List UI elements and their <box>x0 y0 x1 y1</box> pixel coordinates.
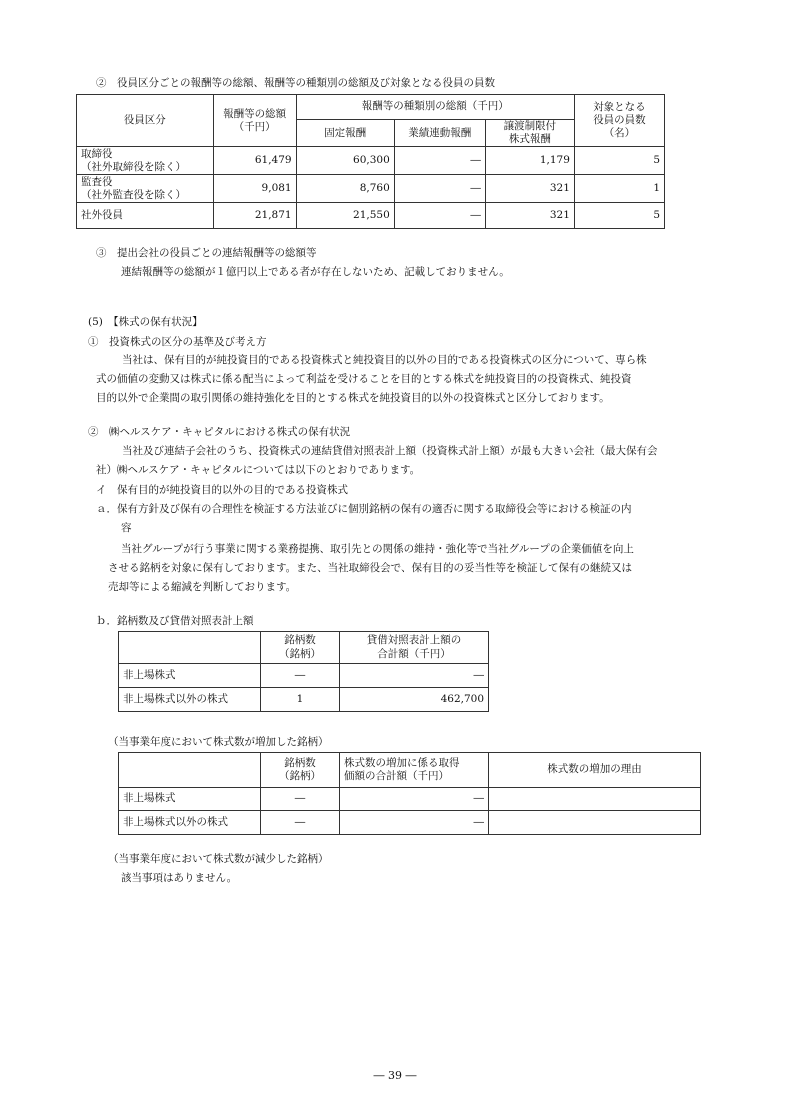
compensation-table <box>76 94 665 229</box>
consolidated-compensation-text: 連結報酬等の総額が１億円以上である者が存在しないため、記載しておりません。 <box>121 266 510 278</box>
header-performance: 業績連動報酬 <box>394 120 485 147</box>
increase-table <box>118 752 701 835</box>
item-heading-holdings-count: ｂ．銘柄数及び貸借対照表計上額 <box>96 615 254 627</box>
section-heading-shareholding: (5) 【株式の保有状況】 <box>88 316 203 328</box>
page-number: ― 39 ― <box>373 1069 417 1082</box>
header-count: 対象となる 役員の員数 （名） <box>574 95 664 147</box>
table-row: 非上場株式 ― ― <box>119 788 701 811</box>
table-row: 取締役 （社外取締役を除く） 61,479 60,300 ― 1,179 5 <box>77 147 665 175</box>
paragraph-line: 売却等による縮減を判断しております。 <box>108 581 297 593</box>
header-acquisition-cost: 株式数の増加に係る取得 価額の合計額（千円） <box>340 753 489 788</box>
table-row: 非上場株式以外の株式 ― ― <box>119 811 701 835</box>
header-category: 役員区分 <box>77 95 214 147</box>
header-total: 報酬等の総額 （千円） <box>213 95 296 147</box>
header-reason: 株式数の増加の理由 <box>489 753 701 788</box>
paragraph-line: 当社グループが行う事業に関する業務提携、取引先との関係の維持・強化等で当社グループの企業価値を向上 <box>121 543 634 555</box>
header-by-type: 報酬等の種類別の総額（千円） <box>296 95 574 120</box>
item-heading-policy-line: 容 <box>121 522 132 534</box>
item-heading-non-pure-investment: イ 保有目的が純投資目的以外の目的である投資株式 <box>96 484 348 496</box>
paragraph-line: 社）㈱ヘルスケア・キャピタルについては以下のとおりであります。 <box>96 464 421 476</box>
paragraph-line: 目的以外で企業間の取引関係の維持強化を目的とする株式を純投資目的以外の投資株式と区分しております。 <box>96 392 610 404</box>
header-amount: 貸借対照表計上額の 合計額（千円） <box>340 632 489 664</box>
table-row: 監査役 （社外監査役を除く） 9,081 8,760 ― 321 1 <box>77 175 665 203</box>
item-heading-policy-line: ａ．保有方針及び保有の合理性を検証する方法並びに個別銘柄の保有の適否に関する取締役会等における検証の内 <box>96 503 632 515</box>
header-fixed: 固定報酬 <box>296 120 394 147</box>
subsection-heading-healthcare-capital: ② ㈱ヘルスケア・キャピタルにおける株式の保有状況 <box>88 426 351 438</box>
table-row: 非上場株式 ― ― <box>119 664 489 688</box>
header-count: 銘柄数 （銘柄） <box>261 753 340 788</box>
paragraph-line: 当社及び連結子会社のうち、投資株式の連結貸借対照表計上額（投資株式計上額）が最も大きい会社（最大保有会 <box>122 445 658 457</box>
decrease-heading: （当事業年度において株式数が減少した銘柄） <box>108 853 329 865</box>
table-row: 非上場株式以外の株式 1 462,700 <box>119 688 489 712</box>
header-count: 銘柄数 （銘柄） <box>261 632 340 664</box>
paragraph-line: させる銘柄を対象に保有しております。また、当社取締役会で、保有目的の妥当性等を検証して保有の継続又は <box>108 562 632 574</box>
increase-heading: （当事業年度において株式数が増加した銘柄） <box>108 736 329 748</box>
section-heading-executive-compensation: ② 役員区分ごとの報酬等の総額、報酬等の種類別の総額及び対象となる役員の員数 <box>96 77 495 89</box>
header-stock: 譲渡制限付 株式報酬 <box>485 120 574 147</box>
paragraph-line: 当社は、保有目的が純投資目的である投資株式と純投資目的以外の目的である投資株式の区分について、専ら株 <box>122 354 647 366</box>
decrease-text: 該当事項はありません。 <box>121 872 238 884</box>
paragraph-line: 式の価値の変動又は株式に係る配当によって利益を受けることを目的とする株式を純投資目的の投資株式、純投資 <box>96 373 632 385</box>
table-row: 社外役員 21,871 21,550 ― 321 5 <box>77 203 665 229</box>
section-heading-consolidated-compensation: ③ 提出会社の役員ごとの連結報酬等の総額等 <box>96 247 317 259</box>
holdings-table <box>118 631 489 712</box>
subsection-heading-investment-criteria: ① 投資株式の区分の基準及び考え方 <box>88 336 267 348</box>
